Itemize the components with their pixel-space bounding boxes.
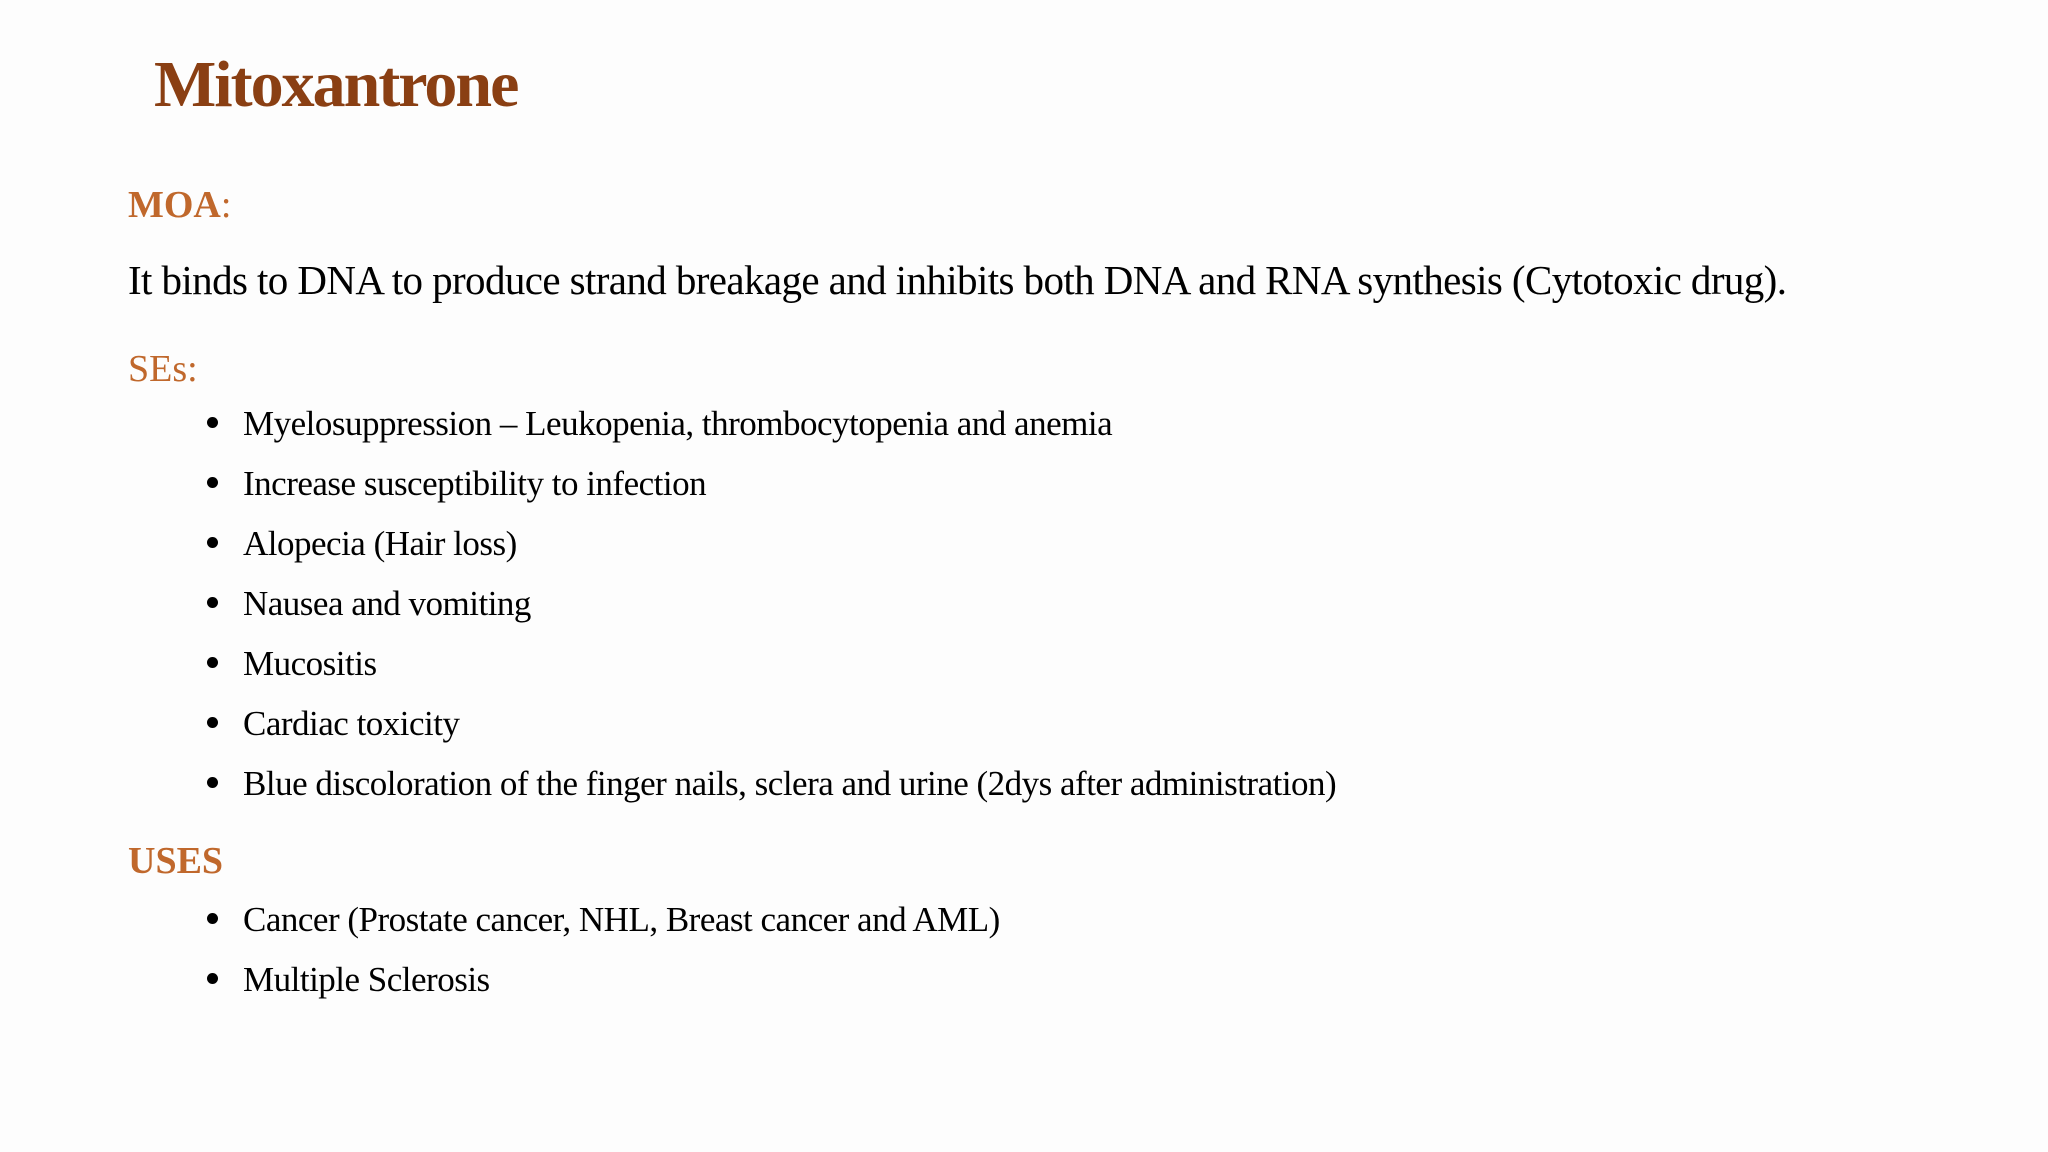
bullet-icon xyxy=(207,417,218,428)
uses-heading: USES xyxy=(128,840,224,882)
bullet-icon xyxy=(207,777,218,788)
ses-heading xyxy=(128,344,198,394)
side-effect-text: Mucositis xyxy=(243,644,377,683)
moa-description: It binds to DNA to produce strand breakage and inhibits both DNA and RNA synthesis (Cytotoxic drug). xyxy=(128,257,1787,303)
bullet-icon xyxy=(207,477,218,488)
side-effect-text: Nausea and vomiting xyxy=(243,584,531,623)
list-item xyxy=(205,890,1000,950)
side-effect-text: Cardiac toxicity xyxy=(243,704,460,743)
list-item xyxy=(205,634,1336,694)
list-item xyxy=(205,694,1336,754)
slide-title: Mitoxantrone xyxy=(154,48,518,121)
side-effect-text: Blue discoloration of the finger nails, sclera and urine (2dys after administration) xyxy=(243,764,1337,803)
list-item xyxy=(205,754,1336,814)
moa-heading-colon: : xyxy=(220,184,232,226)
bullet-icon xyxy=(207,537,218,548)
list-item xyxy=(205,454,1336,514)
list-item xyxy=(205,394,1336,454)
list-item xyxy=(205,950,1000,1010)
bullet-icon xyxy=(207,597,218,608)
uses-list xyxy=(205,890,1000,1010)
moa-heading xyxy=(128,180,231,230)
bullet-icon xyxy=(207,657,218,668)
bullet-icon xyxy=(207,913,218,924)
list-item xyxy=(205,574,1336,634)
bullet-icon xyxy=(207,973,218,984)
use-text: Cancer (Prostate cancer, NHL, Breast cancer and AML) xyxy=(243,900,1000,939)
side-effect-text: Increase susceptibility to infection xyxy=(243,464,707,503)
ses-heading-label: SEs xyxy=(128,348,188,390)
side-effect-text: Myelosuppression – Leukopenia, thrombocytopenia and anemia xyxy=(243,404,1113,443)
use-text: Multiple Sclerosis xyxy=(243,960,490,999)
ses-heading-colon: : xyxy=(187,348,198,390)
side-effects-list xyxy=(205,394,1336,814)
bullet-icon xyxy=(207,717,218,728)
side-effect-text: Alopecia (Hair loss) xyxy=(243,524,517,563)
list-item xyxy=(205,514,1336,574)
moa-heading-label: MOA xyxy=(128,184,221,226)
